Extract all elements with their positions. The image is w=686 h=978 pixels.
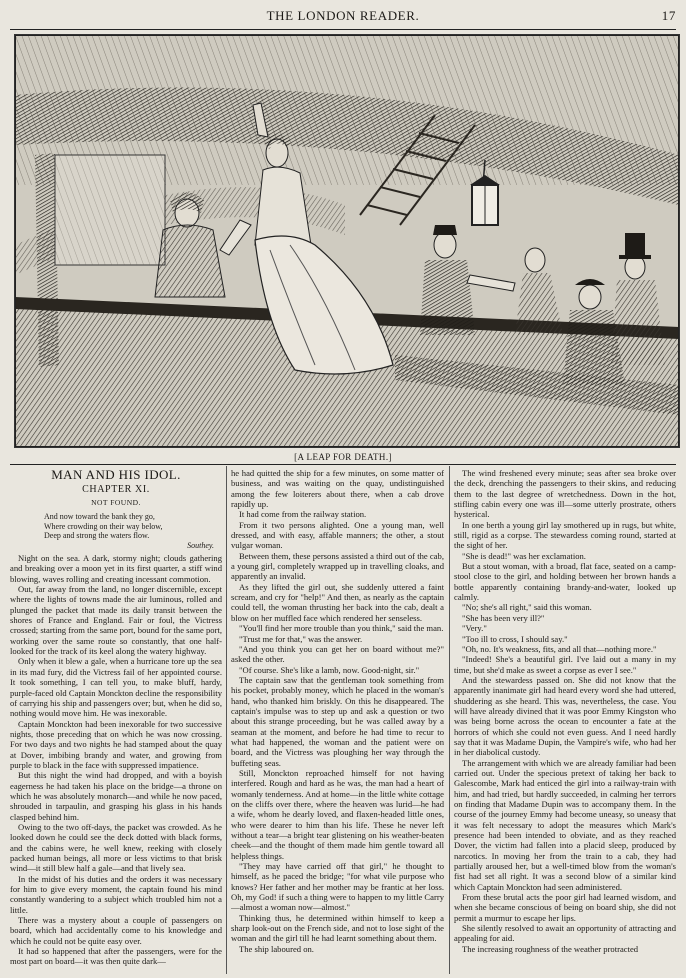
paragraph: "She has been very ill?" (462, 612, 545, 623)
story-title: MAN AND HIS IDOL. (51, 468, 181, 482)
epigraph-line: Deep and strong the waters flow. (44, 531, 150, 541)
paragraph: "No; she's all right," said this woman. (462, 602, 592, 613)
paragraph: And the stewardess passed on. She did not know that the apparently inanimate girl had heard every word she had uttered, shuddering as she heard. This was, nevertheless, the case. You will have already divined that it was poor Emmy Kingston who was being borne across the ocean to encounter a fate at the horrors of which she could not even guess. And I need hardly say that it was Madame Dupin, the Vampire's wife, who had her in her diabolical custody. (454, 674, 676, 758)
paragraph: The increasing roughness of the weather protracted (462, 943, 639, 954)
header-rule (10, 29, 676, 30)
paragraph: "Of course. She's like a lamb, now. Good-night, sir." (239, 664, 420, 675)
masthead (0, 8, 686, 28)
paragraph: The wind freshened every minute; seas after sea broke over the deck, drenching the passengers to their skins, and reducing them to the last degree of wretchedness. Down in the hot, stifling cabin every one was ill—some utterly prostrate, others hysterical. (454, 468, 676, 520)
column-divider-1 (226, 466, 227, 974)
engraving-illustration (14, 34, 680, 448)
paragraph: "And you think you can get her on board without me?" asked the other. (231, 643, 444, 665)
paragraph: "You'll find her more trouble than you think," said the man. (239, 623, 444, 634)
caption-rule (10, 464, 676, 465)
paragraph: Out, far away from the land, no longer discernible, except where the lights of towns made the air luminous, rolled and plunged the packet that made its daily transit between the shores of France and England. Fair or foul, the Victress crossed; starting from the same port, bound for the same port, working over the same route so constantly, that one half-looked for the track of its keel along the watery highway. (10, 584, 222, 657)
paragraph: "Oh, no. It's weakness, fits, and all that—nothing more." (462, 643, 657, 654)
illustration-caption: [A LEAP FOR DEATH.] (294, 452, 392, 462)
paragraph: But a stout woman, with a broad, flat face, seated on a camp-stool close to the girl, and holding between her brown hands a bottle apparently containing brandy-and-water, looked up calmly. (454, 561, 676, 603)
paragraph: It had come from the railway station. (239, 509, 367, 520)
paragraph: But this night the wind had dropped, and with a boyish eagerness he had taken his place on the bridge—a throne on which he was absolutely monarch—and while he now paced, shrouded in tarpaulin, and grasping his glass in his hands clasped behind him. (10, 770, 222, 822)
text-column-2 (231, 468, 444, 974)
paragraph: As they lifted the girl out, she suddenly uttered a faint scream, and cry for "help!" And then, as nearly as the captain could tell, the woman thrusting her back into the cab, dealt a blow on her muffled face which rendered her senseless. (231, 581, 444, 623)
paragraph: he had quitted the ship for a few minutes, on some matter of business, and was waiting on the quay, undistinguished among the few loiterers about there, when a cab drove rapidly up. (231, 468, 444, 510)
paragraph: "Too ill to cross, I should say." (462, 633, 568, 644)
paragraph: Thinking thus, he determined within himself to keep a sharp look-out on the French side, and not to lose sight of the woman and the girl till he had learnt something about them. (231, 912, 444, 944)
epigraph-line: And now toward the bank they go, (44, 512, 155, 522)
ship-deck-engraving (15, 35, 679, 447)
epigraph (10, 512, 222, 550)
paragraph: In one berth a young girl lay smothered up in rugs, but white, still, rigid as a corpse. The stewardess coming round, started at the sight of her. (454, 519, 676, 551)
paragraph: It had so happened that after the passengers, were for the most part on board—it was then quite dark— (10, 946, 222, 967)
paragraph: "They may have carried off that girl," he thought to himself, as he paced the bridge; "for what vile purpose who knows? Her father and her mother may be frantic at her loss. Oh, my God! if such a thing were to happen to my little Carry—almost a woman now—almost." (231, 861, 444, 913)
paragraph: "Indeed! She's a beautiful girl. I've laid out a many in my time, but she'd make as sweet a corpse as ever I see." (454, 654, 676, 675)
paragraph: From it two persons alighted. One a young man, well dressed, and with easy, affable manners; the other, a stout vulgar woman. (231, 519, 444, 551)
chapter-title: NOT FOUND. (91, 497, 141, 507)
paragraph: Night on the sea. A dark, stormy night; clouds gathering and breaking over a moon yet in its first quarter, a stiff wind blowing, waves rolling and creating incessant commotion. (10, 553, 222, 584)
paragraph: Between them, these persons assisted a third out of the cab, a young girl, completely wrapped up in travelling cloaks, and apparently an invalid. (231, 550, 444, 582)
paragraph: In the midst of his duties and the orders it was necessary for him to give every moment, the captain found his mind constantly wandering to a subject which troubled him not a little. (10, 873, 222, 915)
chapter-heading: CHAPTER XI. (82, 484, 150, 496)
text-column-3 (454, 468, 676, 974)
paragraph: Still, Monckton reproached himself for not having interfered. Rough and hard as he was, the man had a heart of womanly tenderness. And at home—in the little white cottage on the cliffs over there, where the heaven was lurid—he had a wife, whom he dearly loved, and flaxen-headed little ones, who were dearer to him than his life. These he never left without a tear—a bright tear glistening on his weather-beaten cheek—and the thought of them made him gentle toward all helpless things. (231, 767, 444, 861)
paragraph: The arrangement with which we are already familiar had been carried out. Under the specious pretext of taking her back to Galescombe, Mark had enticed the girl into a railway-train with him, and had tried, but hardly succeeded, in calming her terrors on finding that Madame Dupin was to accompany them. In the course of the journey Emmy had become uneasy, so uneasy that it was felt necessary to adopt the measures which Mark's presence had been intended to obviate, and as they reached Dover, the victim had fallen into a placid sleep, produced by narcotics. In moving her from the train to a cab, they had partially aroused her, but a well-timed blow from the woman's fist had set all right. It was a second blow of a similar kind which Captain Monckton had seen administered. (454, 757, 676, 892)
epigraph-citation: Southey. (187, 540, 214, 550)
paragraph: From these brutal acts the poor girl had learned wisdom, and when she became conscious of being on board ship, she did not permit a murmur to escape her lips. (454, 892, 676, 923)
paragraph: "Very." (462, 623, 487, 634)
paragraph: The ship laboured on. (239, 943, 314, 954)
epigraph-line: Where crowding on their way below, (44, 521, 163, 531)
column-divider-2 (449, 466, 450, 974)
page-number: 17 (661, 8, 676, 23)
paragraph: The captain saw that the gentleman took something from his pocket, probably money, which he placed in the woman's hand, who thanked him briskly. On this he disappeared. The captain's impulse was to step up and ask a question or two about this strange proceeding, but he was called away by a seaman at the moment, and before he had time to recur to what had happened, the woman and the patient were on board, and the Victress was ploughing her way through the buffeting seas. (231, 674, 444, 768)
paragraph: Only when it blew a gale, when a hurricane tore up the sea in its mad fury, did the Victress fail of her appointed course. It took something, I can tell you, to make bluff, hardy, purple-faced old Captain Monckton decline the responsibility of carrying his ship and passengers over; but, when he did so, nothing would move him. He was inexorable. (10, 656, 222, 719)
paragraph: Captain Monckton had been inexorable for two successive nights, those preceding that on which he was now crossing. For two days and two nights he had stamped about the quay at Dover, imbibing brandy and water, and growing from purple to black in the face with suppressed impatience. (10, 718, 222, 770)
paragraph: Owing to the two off-days, the packet was crowded. As he looked down he could see the deck dotted with black forms, and the cabins were, he well knew, reeking with closely packed human beings, all more or less victims to that brisk wind—it still blew half a gale—and that lively sea. (10, 821, 222, 874)
publication-title: THE LONDON READER. (266, 8, 420, 23)
paragraph: "Trust me for that," was the answer. (239, 633, 363, 644)
paragraph: "She is dead!" was her exclamation. (462, 550, 586, 561)
paragraph: She silently resolved to await an opportunity of attracting and appealing for aid. (454, 923, 676, 944)
paragraph: There was a mystery about a couple of passengers on board, which had accidentally come to his knowledge and which he could not be quite easy over. (10, 915, 222, 946)
text-column-1 (10, 468, 222, 974)
